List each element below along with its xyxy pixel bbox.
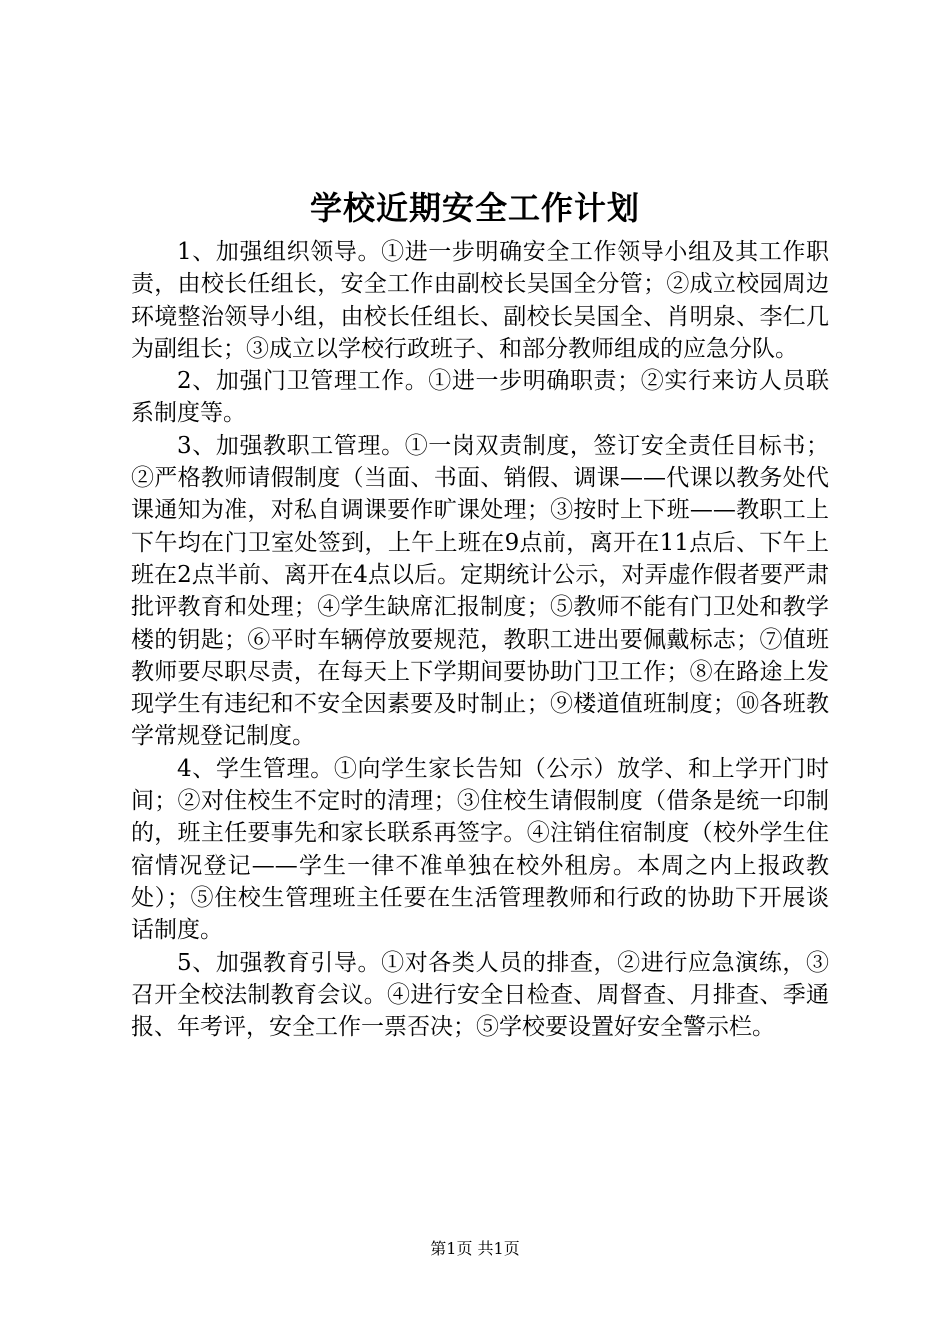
paragraph-3: 3、加强教职工管理。①一岗双责制度，签订安全责任目标书；②严格教师请假制度（当面、书面、销假、调课——代课以教务处代课通知为准，对私自调课要作旷课处理；③按时上下班——教职工上下午均在门卫室处签到，上午上班在9点前，离开在11点后、下午上班在2点半前、离开在4点以后。定期统计公示，对弄虚作假者要严肃批评教育和处理；④学生缺席汇报制度；⑤教师不能有门卫处和教学楼的钥匙；⑥平时车辆停放要规范，教职工进出要佩戴标志；⑦值班教师要尽职尽责，在每天上下学期间要协助门卫工作；⑧在路途上发现学生有违纪和不安全因素要及时制止；⑨楼道值班制度；⑩各班教学常规登记制度。 [131, 432, 829, 750]
paragraph-4: 4、学生管理。①向学生家长告知（公示）放学、和上学开门时间；②对住校生不定时的清理；③住校生请假制度（借条是统一印制的，班主任要事先和家长联系再签字。④注销住宿制度（校外学生住宿情况登记——学生一律不准单独在校外租房。本周之内上报政教处）；⑤住校生管理班主任要在生活管理教师和行政的协助下开展谈话制度。 [131, 755, 829, 944]
page-footer: 第1页 共1页 [430, 1239, 520, 1258]
paragraph-5: 5、加强教育引导。①对各类人员的排查，②进行应急演练，③召开全校法制教育会议。④进行安全日检查、周督查、月排查、季通报、年考评，安全工作一票否决；⑤学校要设置好安全警示栏。 [131, 949, 829, 1041]
document-body [131, 236, 829, 1043]
paragraph-1: 1、加强组织领导。①进一步明确安全工作领导小组及其工作职责，由校长任组长，安全工作由副校长吴国全分管；②成立校园周边环境整治领导小组，由校长任组长、副校长吴国全、肖明泉、李仁几为副组长；③成立以学校行政班子、和部分教师组成的应急分队。 [131, 239, 829, 362]
paragraph-2: 2、加强门卫管理工作。①进一步明确职责；②实行来访人员联系制度等。 [131, 368, 829, 427]
document-title: 学校近期安全工作计划 [309, 189, 640, 227]
